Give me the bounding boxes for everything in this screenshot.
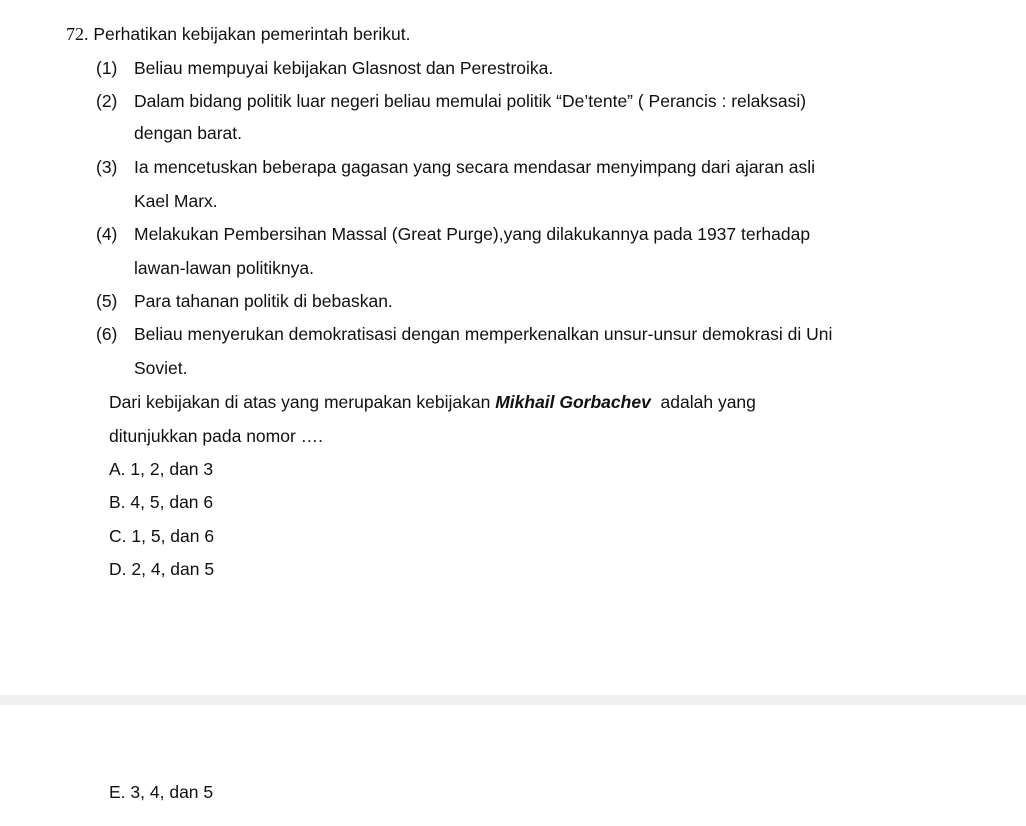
item-text-line: Beliau mempuyai kebijakan Glasnost dan Perestroika.: [134, 58, 554, 78]
option-text: 1, 5, dan 6: [131, 526, 215, 546]
option-text: 3, 4, dan 5: [130, 782, 214, 802]
question-stem: [109, 392, 756, 412]
document-page-2: [0, 705, 1026, 826]
question-header: [66, 24, 411, 44]
stem-text: Dari kebijakan di atas yang merupakan kebijakan: [109, 392, 496, 412]
stem-text: adalah yang: [650, 392, 756, 412]
item-text-line: Para tahanan politik di bebaskan.: [134, 291, 393, 311]
item-number: (4): [96, 224, 118, 244]
answer-option-e[interactable]: [109, 782, 213, 802]
option-text: 2, 4, dan 5: [131, 559, 215, 579]
stem-emphasis: Mikhail Gorbachev: [495, 392, 651, 412]
item-number: (2): [96, 91, 118, 111]
answer-option-a[interactable]: [109, 459, 213, 479]
item-number: (1): [96, 58, 118, 78]
answer-option-c[interactable]: [109, 526, 214, 546]
option-text: 1, 2, dan 3: [130, 459, 214, 479]
item-text-line: Beliau menyerukan demokratisasi dengan memperkenalkan unsur-unsur demokrasi di Uni: [134, 324, 833, 344]
item-text-line: Dalam bidang politik luar negeri beliau memulai politik “De’tente” ( Perancis : relaksasi): [134, 91, 807, 111]
option-label: B.: [109, 492, 126, 512]
option-label: D.: [109, 559, 127, 579]
item-text-line: Melakukan Pembersihan Massal (Great Purge),yang dilakukannya pada 1937 terhadap: [134, 224, 811, 244]
item-text-line: dengan barat.: [134, 123, 243, 143]
item-text-line: Soviet.: [134, 358, 188, 378]
question-prompt: Perhatikan kebijakan pemerintah berikut.: [93, 24, 411, 44]
option-text: 4, 5, dan 6: [130, 492, 214, 512]
option-label: E.: [109, 782, 126, 802]
answer-option-d[interactable]: [109, 559, 214, 579]
stem-text-line: ditunjukkan pada nomor ….: [109, 426, 324, 446]
item-text-line: Ia mencetuskan beberapa gagasan yang secara mendasar menyimpang dari ajaran asli: [134, 157, 815, 177]
item-number: (5): [96, 291, 118, 311]
option-label: A.: [109, 459, 126, 479]
item-number: (3): [96, 157, 118, 177]
option-label: C.: [109, 526, 127, 546]
item-text-line: Kael Marx.: [134, 191, 218, 211]
item-number: (6): [96, 324, 118, 344]
item-text-line: lawan-lawan politiknya.: [134, 258, 314, 278]
answer-option-b[interactable]: [109, 492, 213, 512]
question-number: 72.: [66, 24, 89, 44]
page-break: [0, 695, 1026, 705]
